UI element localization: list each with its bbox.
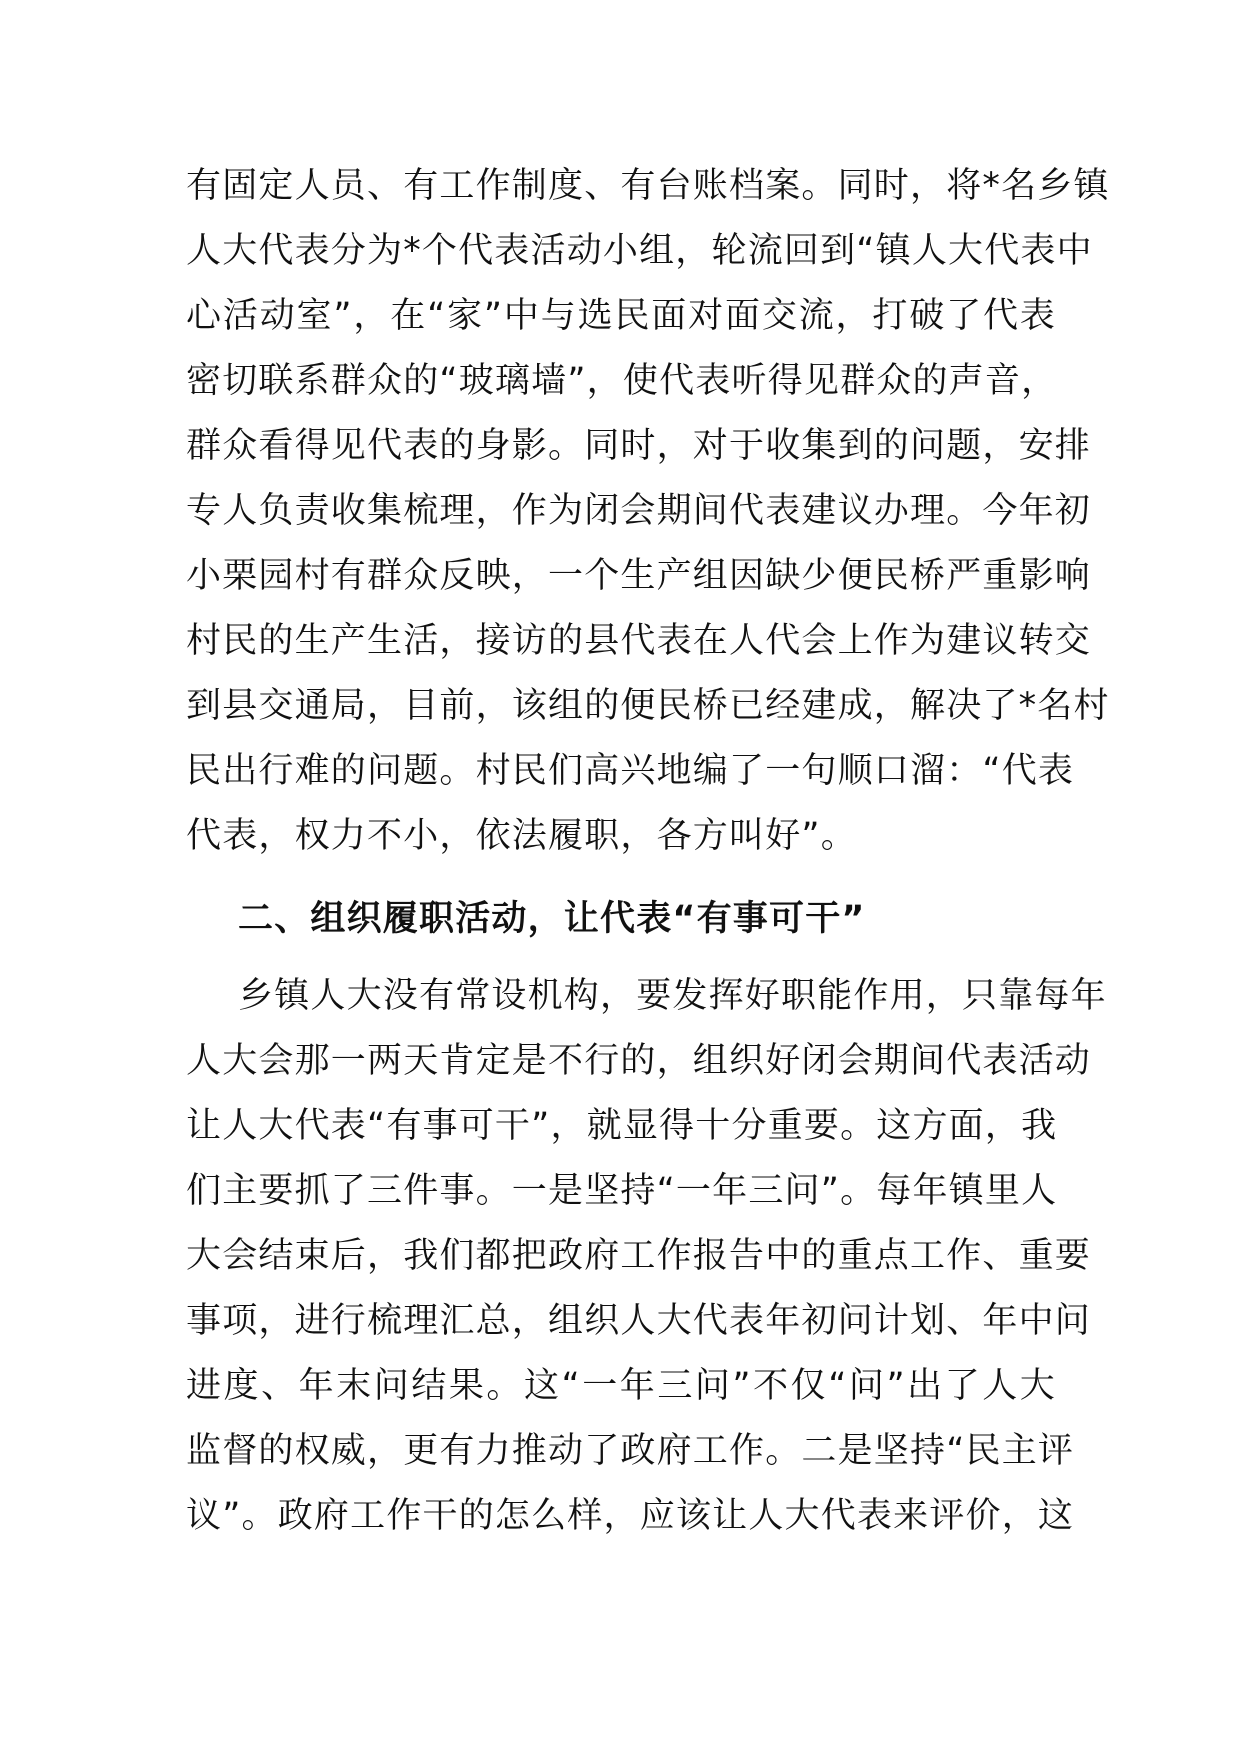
text-line: 们主要抓了三件事。一是坚持“一年三问”。每年镇里人	[186, 1171, 1058, 1211]
text-line: 群众看得见代表的身影。同时，对于收集到的问题，安排	[186, 426, 1092, 466]
text-line: 人大会那一两天肯定是不行的，组织好闭会期间代表活动	[186, 1041, 1092, 1081]
text-line: 心活动室”，在“家”中与选民面对面交流，打破了代表	[186, 296, 1056, 336]
document-body	[186, 154, 1110, 1549]
text-line: 议”。政府工作干的怎么样，应该让人大代表来评价，这	[186, 1496, 1075, 1536]
text-line: 乡镇人大没有常设机构，要发挥好职能作用，只靠每年	[238, 976, 1107, 1016]
text-line: 监督的权威，更有力推动了政府工作。二是坚持“民主评	[186, 1431, 1075, 1471]
text-line: 密切联系群众的“玻璃墙”，使代表听得见群众的声音，	[186, 361, 1058, 401]
text-line: 到县交通局，目前，该组的便民桥已经建成，解决了*名村	[186, 686, 1110, 726]
text-line: 大会结束后，我们都把政府工作报告中的重点工作、重要	[186, 1236, 1092, 1276]
text-line: 事项，进行梳理汇总，组织人大代表年初问计划、年中问	[186, 1301, 1092, 1341]
paragraph-1	[186, 154, 1110, 869]
text-line: 代表，权力不小，依法履职，各方叫好”。	[186, 816, 857, 856]
text-line: 人大代表分为*个代表活动小组，轮流回到“镇人大代表中	[186, 231, 1093, 271]
text-line: 有固定人员、有工作制度、有台账档案。同时，将*名乡镇	[186, 166, 1110, 206]
text-line: 进度、年末问结果。这“一年三问”不仅“问”出了人大	[186, 1366, 1056, 1406]
section-heading: 二、组织履职活动，让代表“有事可干”	[238, 899, 866, 939]
text-line: 让人大代表“有事可干”，就显得十分重要。这方面，我	[186, 1106, 1058, 1146]
text-line: 村民的生产生活，接访的县代表在人代会上作为建议转交	[186, 621, 1092, 661]
text-line: 专人负责收集梳理，作为闭会期间代表建议办理。今年初	[186, 491, 1092, 531]
paragraph-2	[186, 964, 1107, 1549]
text-line: 小栗园村有群众反映，一个生产组因缺少便民桥严重影响	[186, 556, 1092, 596]
text-line: 民出行难的问题。村民们高兴地编了一句顺口溜：“代表	[186, 751, 1075, 791]
